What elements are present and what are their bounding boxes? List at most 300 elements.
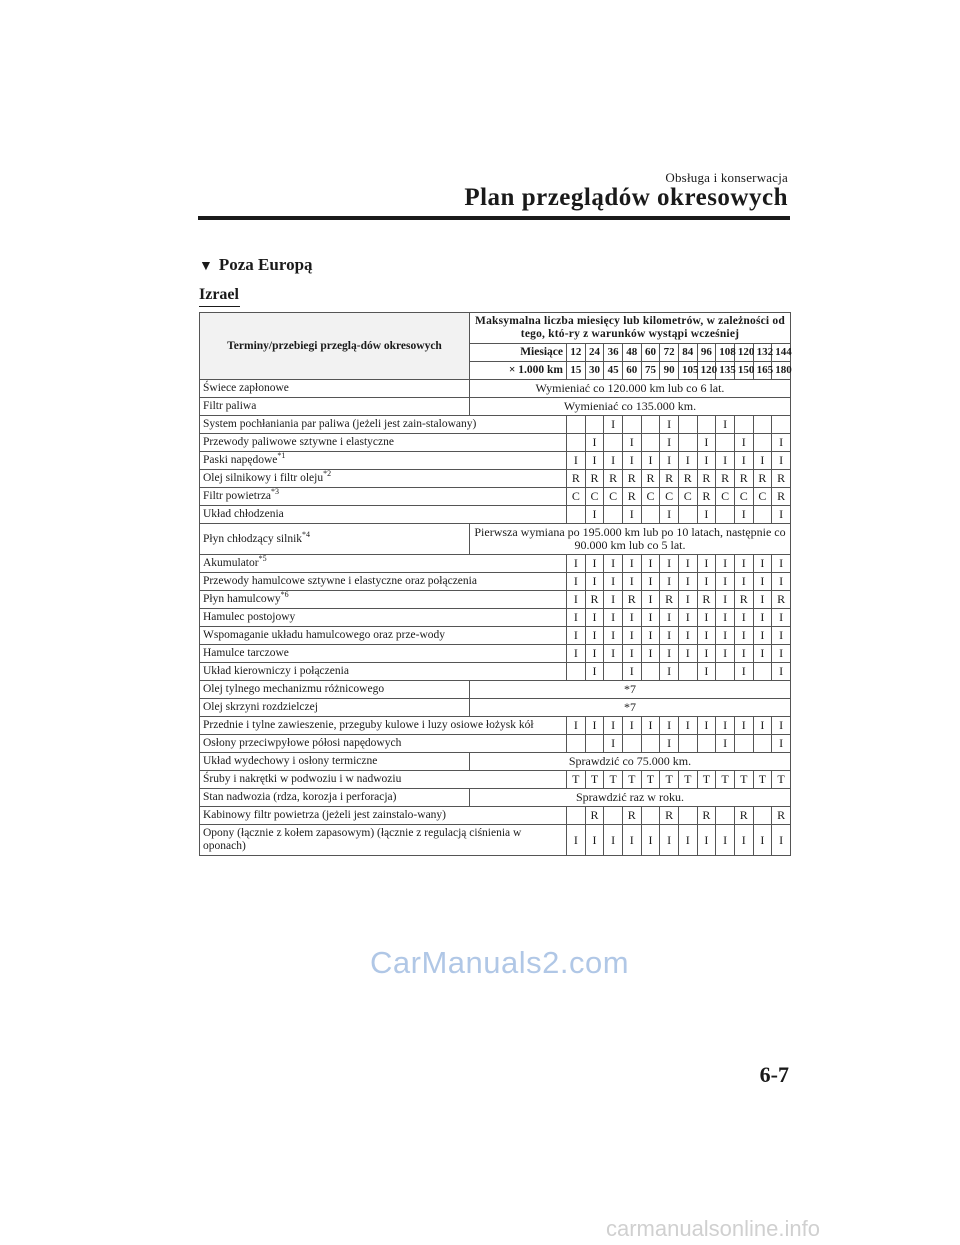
schedule-cell: I [697,573,716,591]
row-interval-text: Sprawdzić co 75.000 km. [470,753,791,771]
schedule-cell: I [716,717,735,735]
month-header-cell: 108 [716,344,735,362]
km-header-cell: 45 [604,362,623,380]
schedule-cell: I [753,573,772,591]
schedule-cell: R [660,470,679,488]
table-row [200,807,791,825]
schedule-cell: I [622,645,641,663]
schedule-cell: R [567,470,586,488]
schedule-cell: I [660,825,679,856]
schedule-cell: I [697,717,716,735]
country-heading-underline [199,306,240,307]
row-item-name [200,380,470,398]
schedule-cell: I [772,609,791,627]
table-row [200,380,791,398]
schedule-cell [622,416,641,434]
schedule-cell: I [772,506,791,524]
schedule-cell: I [772,555,791,573]
schedule-cell: R [697,591,716,609]
km-header-cell: 90 [660,362,679,380]
triangle-down-icon: ▼ [199,259,213,274]
schedule-cell: I [753,645,772,663]
table-row [200,524,791,555]
schedule-cell: R [772,470,791,488]
row-item-name [200,470,567,488]
footnote-marker: *6 [280,590,289,600]
schedule-cell: T [622,771,641,789]
schedule-cell: I [567,627,586,645]
schedule-cell: C [585,488,604,506]
schedule-cell: R [660,591,679,609]
table-row [200,699,791,717]
row-item-label: Przewody hamulcowe sztywne i elastyczne oraz połączenia [203,575,477,587]
schedule-cell [567,735,586,753]
schedule-cell: I [678,717,697,735]
schedule-cell: I [678,609,697,627]
schedule-cell: R [772,807,791,825]
schedule-cell: R [734,470,753,488]
schedule-cell: I [772,825,791,856]
row-item-label: Filtr paliwa [203,400,257,412]
schedule-cell: T [734,771,753,789]
schedule-cell: R [697,488,716,506]
km-header-cell: 150 [734,362,753,380]
km-header-cell: 105 [678,362,697,380]
month-header-cell: 24 [585,344,604,362]
row-item-name [200,627,567,645]
month-header-cell: 48 [622,344,641,362]
months-label: Miesiące [470,344,567,362]
footnote-marker: *3 [271,487,280,497]
header-divider [198,216,790,220]
schedule-cell: I [753,717,772,735]
page-title: Plan przeglądów okresowych [464,184,788,211]
schedule-cell [753,663,772,681]
row-item-label: Płyn chłodzący silnik [203,532,303,545]
schedule-cell: I [622,452,641,470]
schedule-cell: I [678,452,697,470]
footnote-marker: *2 [323,469,332,479]
schedule-cell: I [585,506,604,524]
table-row [200,771,791,789]
row-item-label: Przednie i tylne zawieszenie, przeguby kulowe i luzy osiowe łożysk kół [203,719,534,731]
schedule-cell: I [734,506,753,524]
schedule-cell: I [697,627,716,645]
schedule-cell [604,506,623,524]
schedule-cell: I [753,591,772,609]
schedule-cell: I [716,573,735,591]
schedule-cell [641,434,660,452]
table-row [200,452,791,470]
schedule-cell: I [772,645,791,663]
row-item-name [200,735,567,753]
schedule-cell: T [660,771,679,789]
schedule-cell: I [753,609,772,627]
footnote-marker: *5 [258,554,267,564]
month-header-cell: 96 [697,344,716,362]
schedule-cell: I [585,452,604,470]
schedule-cell: I [660,452,679,470]
table-row [200,627,791,645]
row-item-name [200,488,567,506]
schedule-cell: T [641,771,660,789]
km-header-cell: 180 [772,362,791,380]
schedule-cell [734,416,753,434]
row-item-name [200,753,470,771]
schedule-cell: I [567,645,586,663]
row-item-name [200,506,567,524]
row-item-name [200,645,567,663]
schedule-cell: I [585,717,604,735]
row-item-name [200,825,567,856]
maintenance-schedule-table [199,312,791,856]
schedule-cell: I [567,609,586,627]
row-interval-text: Pierwsza wymiana po 195.000 km lub po 10 latach, następnie co 90.000 km lub co 5 lat. [470,524,791,555]
schedule-cell [641,506,660,524]
schedule-cell: I [660,663,679,681]
row-item-label: Akumulator [203,557,259,569]
table-row [200,789,791,807]
schedule-cell: I [641,645,660,663]
schedule-cell: I [567,717,586,735]
country-heading: Izrael [199,286,239,303]
schedule-cell: I [622,663,641,681]
schedule-cell: I [716,591,735,609]
row-item-label: Olej tylnego mechanizmu różnicowego [203,683,385,695]
schedule-cell: R [622,591,641,609]
schedule-cell [753,735,772,753]
schedule-cell: I [697,663,716,681]
schedule-cell: I [641,591,660,609]
schedule-cell: I [697,645,716,663]
schedule-cell: T [772,771,791,789]
schedule-cell [604,663,623,681]
row-item-name [200,452,567,470]
schedule-cell: R [697,807,716,825]
schedule-cell: R [753,470,772,488]
row-item-label: Opony (łącznie z kołem zapasowym) (łącznie z regulacją ciśnienia w oponach) [203,827,522,852]
schedule-cell: I [585,609,604,627]
schedule-cell: I [697,555,716,573]
month-header-cell: 60 [641,344,660,362]
schedule-cell: I [660,416,679,434]
section-heading [199,255,313,275]
schedule-cell: I [604,416,623,434]
schedule-cell [753,807,772,825]
schedule-cell: I [678,573,697,591]
schedule-cell [567,807,586,825]
table-row [200,434,791,452]
footnote-marker: *1 [277,451,286,461]
schedule-cell: I [641,627,660,645]
schedule-cell: I [567,825,586,856]
schedule-cell: I [716,645,735,663]
month-header-cell: 12 [567,344,586,362]
schedule-cell: C [678,488,697,506]
schedule-cell: R [772,591,791,609]
schedule-cell [734,735,753,753]
row-item-label: Osłony przeciwpyłowe półosi napędowych [203,737,402,749]
schedule-cell [753,434,772,452]
schedule-cell: I [734,663,753,681]
table-row [200,717,791,735]
schedule-cell: I [660,434,679,452]
footer-site-text: carmanualsonline.info [605,1216,820,1241]
month-header-cell: 120 [734,344,753,362]
schedule-cell [716,434,735,452]
schedule-cell: I [604,555,623,573]
schedule-cell: R [622,807,641,825]
schedule-cell: I [716,825,735,856]
schedule-cell: I [585,825,604,856]
row-item-label: Olej silnikowy i filtr oleju [203,472,324,484]
schedule-cell: I [585,645,604,663]
schedule-cell: R [641,470,660,488]
schedule-header-left: Terminy/przebiegi przeglą-dów okresowych [200,313,470,380]
schedule-cell: I [585,434,604,452]
schedule-body [200,380,791,856]
schedule-cell: T [753,771,772,789]
schedule-cell: I [660,555,679,573]
schedule-cell: I [678,591,697,609]
km-header-cell: 30 [585,362,604,380]
schedule-cell: T [604,771,623,789]
schedule-cell [678,506,697,524]
schedule-cell: I [567,591,586,609]
schedule-cell: I [641,573,660,591]
row-item-label: Hamulce tarczowe [203,647,289,659]
schedule-cell: I [622,573,641,591]
schedule-cell: I [678,645,697,663]
schedule-cell [678,663,697,681]
table-row [200,663,791,681]
table-row [200,591,791,609]
schedule-cell: C [716,488,735,506]
schedule-cell [678,735,697,753]
schedule-cell: I [641,825,660,856]
schedule-cell: T [585,771,604,789]
schedule-cell: I [567,452,586,470]
schedule-cell: I [660,506,679,524]
schedule-cell: I [716,416,735,434]
schedule-cell: I [734,627,753,645]
schedule-cell: I [716,452,735,470]
schedule-cell: I [716,555,735,573]
schedule-cell: I [716,735,735,753]
schedule-header-top: Maksymalna liczba miesięcy lub kilometrów, w zależności od tego, któ-ry z warunków wystąpi wcześniej [470,313,791,344]
row-item-name [200,807,567,825]
row-item-name [200,573,567,591]
schedule-cell: I [604,591,623,609]
schedule-cell: I [641,555,660,573]
schedule-cell [567,416,586,434]
month-header-cell: 84 [678,344,697,362]
table-row [200,681,791,699]
schedule-cell: I [622,609,641,627]
schedule-cell [753,416,772,434]
km-label: × 1.000 km [470,362,567,380]
row-item-label: Kabinowy filtr powietrza (jeżeli jest zainstalo-wany) [203,809,447,821]
row-interval-text: Wymieniać co 135.000 km. [470,398,791,416]
schedule-cell: I [753,452,772,470]
schedule-cell: I [660,735,679,753]
row-item-name [200,609,567,627]
schedule-cell: I [567,573,586,591]
table-row [200,398,791,416]
schedule-cell: I [772,573,791,591]
row-item-label: Olej skrzyni rozdzielczej [203,701,318,713]
schedule-cell [716,807,735,825]
month-header-cell: 36 [604,344,623,362]
schedule-cell: I [734,645,753,663]
schedule-cell: I [734,609,753,627]
schedule-cell: I [678,825,697,856]
row-item-label: Filtr powietrza [203,490,272,502]
schedule-cell [678,416,697,434]
schedule-cell [641,807,660,825]
schedule-cell: I [697,825,716,856]
table-row [200,825,791,856]
table-row [200,609,791,627]
schedule-cell: I [604,609,623,627]
row-item-label: Układ kierowniczy i połączenia [203,665,349,677]
schedule-cell: C [641,488,660,506]
schedule-cell: I [660,627,679,645]
schedule-cell [697,416,716,434]
schedule-cell: I [604,452,623,470]
month-header-cell: 144 [772,344,791,362]
row-item-name [200,681,470,699]
schedule-cell [641,735,660,753]
schedule-cell [678,434,697,452]
schedule-cell: I [604,573,623,591]
row-item-label: Stan nadwozia (rdza, korozja i perforacja) [203,791,397,803]
section-label: Obsługa i konserwacja [665,170,788,185]
row-interval-text: *7 [470,681,791,699]
schedule-cell: C [734,488,753,506]
schedule-cell [641,416,660,434]
schedule-cell: R [622,488,641,506]
km-header-cell: 135 [716,362,735,380]
table-row [200,416,791,434]
schedule-cell: I [585,555,604,573]
schedule-cell [678,807,697,825]
schedule-cell: R [697,470,716,488]
table-row [200,488,791,506]
schedule-cell: I [772,663,791,681]
schedule-cell: I [660,573,679,591]
schedule-cell: R [734,807,753,825]
schedule-cell: I [734,717,753,735]
row-item-name [200,524,470,555]
schedule-cell: I [697,609,716,627]
row-item-name [200,434,567,452]
row-item-name [200,398,470,416]
schedule-cell [567,663,586,681]
footnote-marker: *4 [302,529,311,539]
row-item-label: Układ wydechowy i osłony termiczne [203,755,378,767]
schedule-cell [604,807,623,825]
row-item-name [200,663,567,681]
schedule-cell: I [641,717,660,735]
row-item-name [200,789,470,807]
row-item-name [200,591,567,609]
row-item-label: Wspomaganie układu hamulcowego oraz prze-wody [203,629,446,641]
schedule-cell: I [772,627,791,645]
schedule-cell [585,416,604,434]
table-row [200,735,791,753]
schedule-cell: T [716,771,735,789]
schedule-cell: I [697,506,716,524]
schedule-cell: I [772,717,791,735]
schedule-cell: I [622,627,641,645]
row-item-label: Paski napędowe [203,454,278,466]
schedule-cell: I [567,555,586,573]
schedule-cell: R [604,470,623,488]
row-item-label: System pochłaniania par paliwa (jeżeli jest zain-stalowany) [203,418,477,430]
table-row [200,573,791,591]
schedule-cell: I [604,645,623,663]
schedule-cell: R [772,488,791,506]
schedule-cell: C [753,488,772,506]
table-row [200,753,791,771]
schedule-cell: I [604,717,623,735]
schedule-cell: I [697,434,716,452]
schedule-cell: I [753,627,772,645]
schedule-cell [567,506,586,524]
table-row [200,555,791,573]
schedule-cell: R [585,591,604,609]
schedule-cell: I [753,825,772,856]
schedule-cell: I [734,825,753,856]
row-item-name [200,699,470,717]
schedule-cell: R [585,470,604,488]
schedule-cell: I [660,717,679,735]
schedule-cell: I [716,609,735,627]
schedule-cell: T [678,771,697,789]
km-header-cell: 165 [753,362,772,380]
schedule-cell [716,506,735,524]
schedule-cell: I [585,663,604,681]
schedule-cell [772,416,791,434]
schedule-cell [585,735,604,753]
schedule-cell: I [772,735,791,753]
row-interval-text: Sprawdzić raz w roku. [470,789,791,807]
schedule-cell: I [585,573,604,591]
row-item-label: Płyn hamulcowy [203,593,281,605]
schedule-cell: I [622,825,641,856]
row-item-label: Przewody paliwowe sztywne i elastyczne [203,436,394,448]
schedule-cell: I [678,555,697,573]
row-interval-text: Wymieniać co 120.000 km lub co 6 lat. [470,380,791,398]
section-heading-text: Poza Europą [218,255,313,274]
schedule-cell [697,735,716,753]
schedule-cell: T [567,771,586,789]
schedule-cell: C [604,488,623,506]
table-row [200,470,791,488]
table-row [200,506,791,524]
schedule-cell: I [734,452,753,470]
schedule-cell: R [678,470,697,488]
row-item-name [200,416,567,434]
row-item-label: Układ chłodzenia [203,508,284,520]
watermark-text: CarManuals2.com [370,945,630,980]
schedule-cell: I [604,627,623,645]
schedule-cell [753,506,772,524]
table-row [200,645,791,663]
schedule-cell: R [660,807,679,825]
schedule-cell: I [604,825,623,856]
